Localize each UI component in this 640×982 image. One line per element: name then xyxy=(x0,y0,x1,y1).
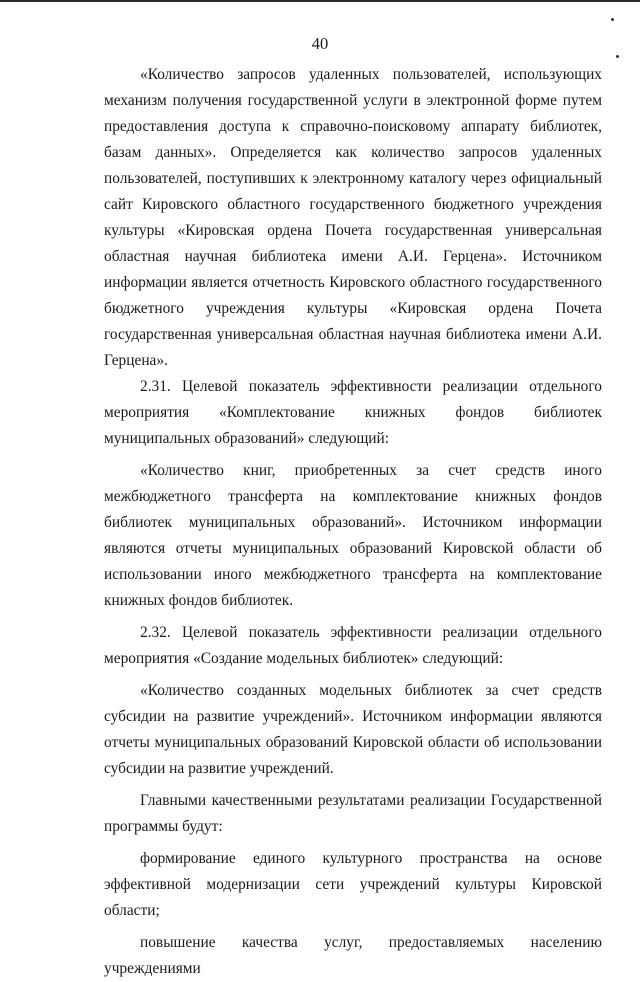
paragraph-qualitative-results-intro: Главными качественными результатами реализации Государственной программы будут: xyxy=(104,792,602,835)
scan-top-border xyxy=(0,0,640,2)
paragraph-books-acquired-indicator: «Количество книг, приобретенных за счет средств иного межбюджетного трансферта на комплектование книжных фондов библиотек муниципальных образований». Источником информации являются отчеты муниципальных образований Кировской области об использовании иного межбюджетного трансферта на комплектование книжных фондов библиотек. xyxy=(104,462,602,609)
paragraph-result-service-quality: повышение качества услуг, предоставляемых населению учреждениями xyxy=(104,934,602,977)
paragraph-2-32-heading: 2.32. Целевой показатель эффективности реализации отдельного мероприятия «Создание модельных библиотек» следующий: xyxy=(104,624,602,667)
paragraph-model-libraries-indicator: «Количество созданных модельных библиотек за счет средств субсидии на развитие учреждений». Источником информации являются отчеты муниципальных образований Кировской области об использовании субсидии на развитие учреждений. xyxy=(104,682,602,777)
document-body xyxy=(104,62,602,982)
scan-speck xyxy=(616,55,619,58)
scan-speck xyxy=(611,18,614,21)
paragraph-result-cultural-space: формирование единого культурного пространства на основе эффективной модернизации сети учреждений культуры Кировской области; xyxy=(104,850,602,919)
page-number: 40 xyxy=(311,34,329,53)
paragraph-remote-requests-indicator: «Количество запросов удаленных пользователей, использующих механизм получения государственной услуги в электронной форме путем предоставления доступа к справочно-поисковому аппарату библиотек, базам данных». Определяется как количество запросов удаленных пользователей, поступивших к электронному каталогу через официальный сайт Кировского областного государственного бюджетного учреждения культуры «Кировская ордена Почета государственная универсальная областная научная библиотека имени А.И. Герцена». Источником информации является отчетность Кировского областного государственного бюджетного учреждения культуры «Кировская ордена Почета государственная универсальная областная научная библиотека имени А.И. Герцена». xyxy=(104,66,602,369)
paragraph-2-31-heading: 2.31. Целевой показатель эффективности реализации отдельного мероприятия «Комплектование книжных фондов библиотек муниципальных образований» следующий: xyxy=(104,378,602,447)
